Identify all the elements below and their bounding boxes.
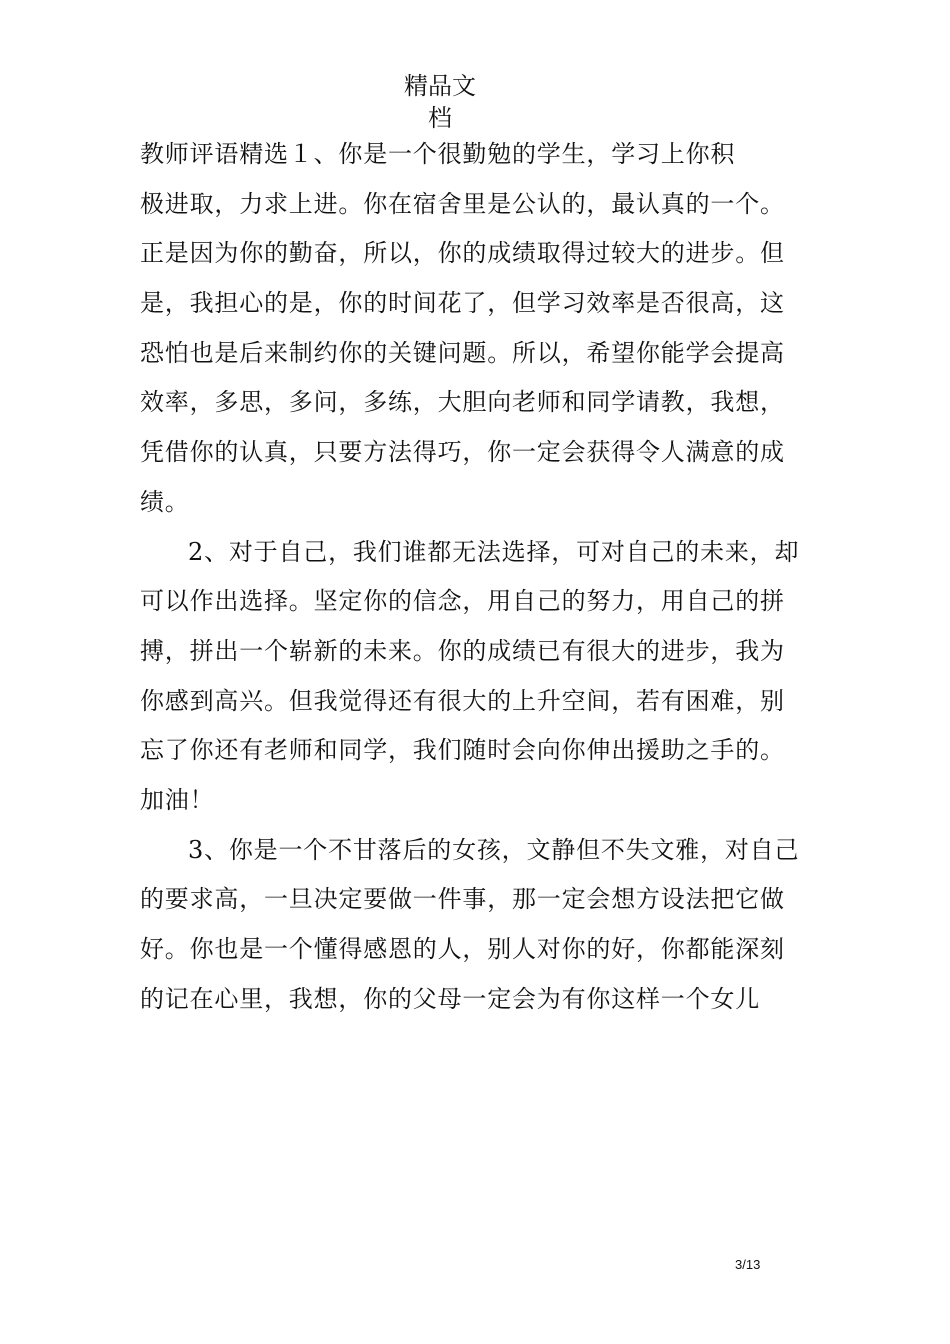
paragraph-start-line: 2、对于自己，我们谁都无法选择，可对自己的未来，却 [188,537,800,566]
paragraph-start-line: 3、你是一个不甘落后的女孩，文静但不失文雅，对自己 [188,835,800,864]
header-title-line-2: 档 [428,104,452,132]
text-line: 正是因为你的勤奋，所以，你的成绩取得过较大的进步。但 [140,239,785,268]
page-header-title [404,70,524,134]
text-line: 效率，多思，多问，多练，大胆向老师和同学请教，我想， [140,388,785,417]
text-line: 加油！ [140,785,215,814]
text-line: 你感到高兴。但我觉得还有很大的上升空间，若有困难，别 [140,686,785,715]
text-line: 是，我担心的是，你的时间花了，但学习效率是否很高，这 [140,289,785,318]
document-body [140,130,820,1024]
text-line: 好。你也是一个懂得感恩的人，别人对你的好，你都能深刻 [140,935,785,963]
text-line: 绩。 [140,487,190,516]
text-line: 忘了你还有老师和同学，我们随时会向你伸出援助之手的。 [140,736,785,765]
text-line: 教师评语精选１、你是一个很勤勉的学生，学习上你积 [140,140,736,168]
header-title-line-1: 精品文 [404,72,476,100]
text-line: 的记在心里，我想，你的父母一定会为有你这样一个女儿 [140,984,760,1013]
text-line: 恐怕也是后来制约你的关键问题。所以，希望你能学会提高 [140,338,785,367]
text-line: 极进取，力求上进。你在宿舍里是公认的，最认真的一个。 [140,189,785,218]
text-line: 凭借你的认真，只要方法得巧，你一定会获得令人满意的成 [140,438,785,467]
text-line: 的要求高，一旦决定要做一件事，那一定会想方设法把它做 [140,885,785,914]
text-line: 搏，拼出一个崭新的未来。你的成绩已有很大的进步，我为 [140,636,785,665]
text-line: 可以作出选择。坚定你的信念，用自己的努力，用自己的拼 [140,587,785,616]
page-number: 3/13 [735,1257,761,1272]
